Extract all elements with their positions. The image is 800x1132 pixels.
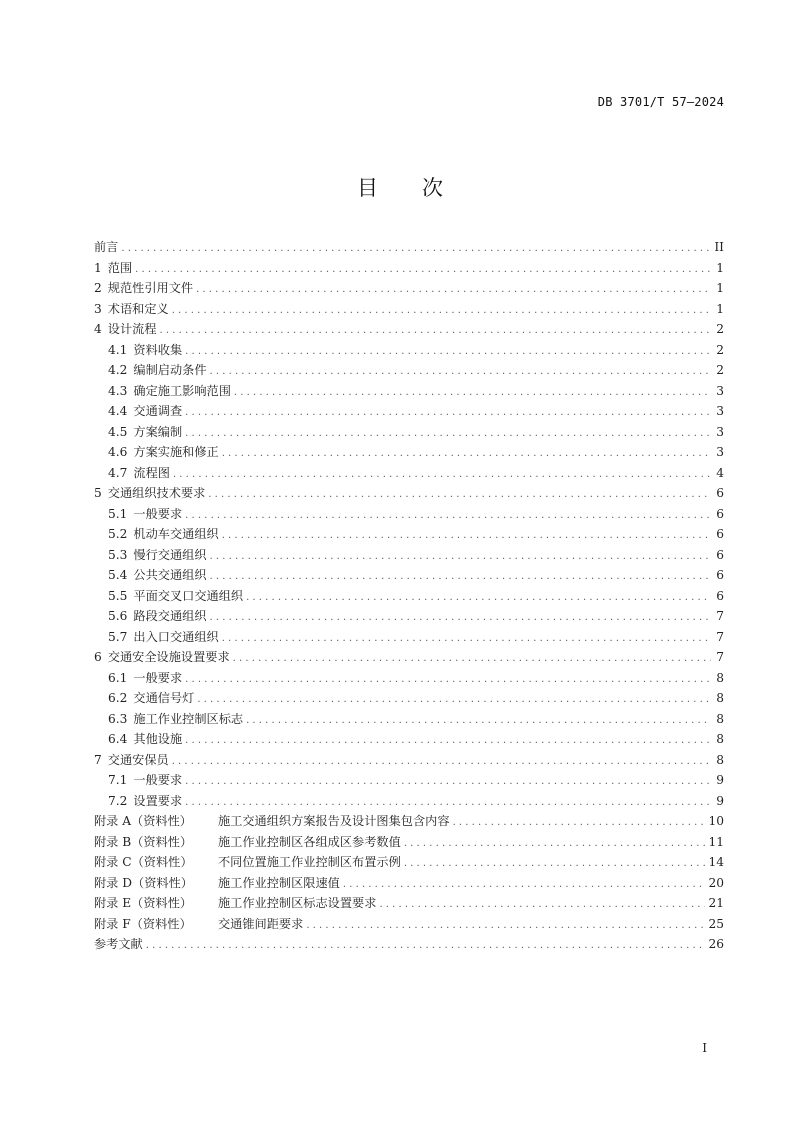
dot-leader bbox=[197, 690, 711, 709]
toc-subentry[interactable] bbox=[94, 442, 724, 463]
toc-page: 6 bbox=[716, 547, 724, 562]
toc-num: 4.2 bbox=[108, 363, 128, 377]
toc-num: 6.1 bbox=[108, 670, 128, 685]
dot-leader bbox=[246, 711, 711, 730]
toc-label: 确定施工影响范围 bbox=[133, 383, 231, 398]
toc-entry[interactable] bbox=[94, 647, 724, 668]
toc-label: 设计流程 bbox=[107, 322, 157, 336]
toc-page: 8 bbox=[716, 752, 724, 767]
dot-leader bbox=[185, 403, 711, 422]
appendix-prefix: 附录 E（资料性） bbox=[94, 896, 193, 910]
toc-page: 7 bbox=[716, 629, 724, 644]
toc-subentry[interactable] bbox=[94, 565, 724, 586]
toc-entry-foreword[interactable] bbox=[94, 237, 724, 258]
toc-page: 10 bbox=[708, 814, 724, 828]
toc-num: 2 bbox=[94, 281, 102, 295]
toc-label: 术语和定义 bbox=[107, 301, 169, 316]
toc-appendix-e[interactable] bbox=[94, 893, 724, 914]
toc-page: 14 bbox=[708, 855, 724, 869]
toc-page: 3 bbox=[716, 445, 724, 459]
toc-page: 2 bbox=[716, 342, 724, 357]
toc-label: 交通信号灯 bbox=[133, 691, 195, 705]
toc-page: 1 bbox=[716, 281, 724, 295]
toc-num: 4.4 bbox=[108, 404, 128, 418]
toc-label: 一般要求 bbox=[133, 670, 183, 685]
toc-num: 5.3 bbox=[108, 547, 128, 562]
toc-subentry[interactable] bbox=[94, 381, 724, 402]
appendix-prefix: 附录 C（资料性） bbox=[94, 855, 193, 869]
toc-label: 公共交通组织 bbox=[133, 568, 207, 582]
toc-subentry[interactable] bbox=[94, 524, 724, 545]
dot-leader bbox=[210, 608, 711, 627]
toc-label: 不同位置施工作业控制区布置示例 bbox=[218, 855, 401, 869]
dot-leader bbox=[185, 793, 711, 812]
toc-appendix-f[interactable] bbox=[94, 914, 724, 935]
toc-subentry[interactable] bbox=[94, 729, 724, 750]
dot-leader bbox=[222, 629, 711, 648]
toc-subentry[interactable] bbox=[94, 586, 724, 607]
appendix-prefix: 附录 F（资料性） bbox=[94, 916, 192, 931]
toc-label: 交通安全设施设置要求 bbox=[107, 650, 230, 664]
toc-num: 5.7 bbox=[108, 629, 128, 644]
toc-page: 6 bbox=[716, 527, 724, 541]
toc-num: 7 bbox=[94, 752, 102, 767]
document-code: DB 3701/T 57—2024 bbox=[597, 95, 724, 109]
toc-appendix-b[interactable] bbox=[94, 832, 724, 853]
appendix-prefix: 附录 B（资料性） bbox=[94, 834, 193, 849]
toc-appendix-d[interactable] bbox=[94, 873, 724, 894]
toc-num: 3 bbox=[94, 301, 102, 316]
dot-leader bbox=[404, 834, 706, 853]
toc-label: 规范性引用文件 bbox=[107, 281, 194, 295]
toc-subentry[interactable] bbox=[94, 709, 724, 730]
toc-page: 8 bbox=[716, 711, 724, 726]
dot-leader bbox=[196, 280, 711, 299]
toc-entry-references[interactable] bbox=[94, 934, 724, 955]
toc-subentry[interactable] bbox=[94, 360, 724, 381]
dot-leader bbox=[234, 383, 711, 402]
dot-leader bbox=[172, 752, 711, 771]
toc-label: 施工作业控制区各组成区参考数值 bbox=[218, 834, 401, 849]
toc-label: 编制启动条件 bbox=[133, 363, 207, 377]
toc-page: 6 bbox=[716, 486, 724, 500]
toc-page: 26 bbox=[708, 937, 724, 951]
toc-num: 6.3 bbox=[108, 711, 128, 726]
title-char-1: 目 bbox=[357, 176, 378, 200]
toc-num: 7.2 bbox=[108, 793, 128, 808]
toc-label: 交通安保员 bbox=[107, 752, 169, 767]
toc-page: 9 bbox=[716, 793, 724, 808]
toc-subentry[interactable] bbox=[94, 627, 724, 648]
dot-leader bbox=[173, 465, 711, 484]
toc-label: 其他设施 bbox=[133, 732, 183, 746]
toc-label: 设置要求 bbox=[133, 793, 183, 808]
toc-label: 交通调查 bbox=[133, 404, 183, 418]
dot-leader bbox=[379, 895, 705, 914]
toc-page: II bbox=[714, 240, 724, 254]
dot-leader bbox=[185, 772, 711, 791]
dot-leader bbox=[208, 485, 711, 504]
toc-page: 8 bbox=[716, 670, 724, 685]
toc-subentry[interactable] bbox=[94, 504, 724, 525]
dot-leader bbox=[246, 588, 711, 607]
toc-label: 平面交叉口交通组织 bbox=[133, 588, 244, 603]
toc-label: 交通组织技术要求 bbox=[107, 486, 206, 500]
dot-leader bbox=[233, 649, 711, 668]
toc-num: 5.5 bbox=[108, 588, 128, 603]
toc-subentry[interactable] bbox=[94, 688, 724, 709]
toc-num: 5.1 bbox=[108, 506, 128, 521]
appendix-prefix: 附录 A（资料性） bbox=[94, 814, 192, 828]
toc-subentry[interactable] bbox=[94, 668, 724, 689]
toc-label: 资料收集 bbox=[133, 342, 183, 357]
toc-page: 2 bbox=[716, 363, 724, 377]
toc-page: 25 bbox=[708, 916, 724, 931]
toc-num: 5.2 bbox=[108, 527, 128, 541]
toc-entry[interactable] bbox=[94, 319, 724, 340]
page-number: I bbox=[702, 1041, 707, 1055]
dot-leader bbox=[185, 342, 711, 361]
toc-entry[interactable] bbox=[94, 278, 724, 299]
toc-num: 5.4 bbox=[108, 568, 128, 582]
toc-num: 4.7 bbox=[108, 465, 128, 480]
dot-leader bbox=[343, 875, 706, 894]
toc-num: 4.3 bbox=[108, 383, 128, 398]
toc-subentry[interactable] bbox=[94, 791, 724, 812]
toc-entry[interactable] bbox=[94, 299, 724, 320]
title-char-2: 次 bbox=[422, 176, 443, 200]
toc-label: 参考文献 bbox=[94, 937, 143, 951]
toc-subentry[interactable] bbox=[94, 606, 724, 627]
toc-label: 一般要求 bbox=[133, 506, 183, 521]
toc-page: 6 bbox=[716, 588, 724, 603]
toc-subentry[interactable] bbox=[94, 422, 724, 443]
toc-page: 1 bbox=[716, 301, 724, 316]
dot-leader bbox=[453, 813, 706, 832]
dot-leader bbox=[172, 301, 711, 320]
toc-label: 施工作业控制区限速值 bbox=[218, 875, 340, 890]
toc-page: 20 bbox=[708, 875, 724, 890]
toc-num: 6.2 bbox=[108, 691, 128, 705]
toc-num: 4 bbox=[94, 322, 102, 336]
toc-subentry[interactable] bbox=[94, 545, 724, 566]
toc-entry[interactable] bbox=[94, 750, 724, 771]
dot-leader bbox=[222, 444, 711, 463]
appendix-prefix: 附录 D（资料性） bbox=[94, 875, 193, 890]
toc-page: 3 bbox=[716, 424, 724, 439]
toc-entry[interactable] bbox=[94, 483, 724, 504]
dot-leader bbox=[185, 506, 711, 525]
dot-leader bbox=[146, 936, 706, 955]
toc-label: 一般要求 bbox=[133, 773, 183, 787]
toc-page: 3 bbox=[716, 383, 724, 398]
dot-leader bbox=[210, 362, 711, 381]
toc-page: 2 bbox=[716, 322, 724, 336]
toc-num: 4.1 bbox=[108, 342, 128, 357]
toc-page: 3 bbox=[716, 404, 724, 418]
toc-subentry[interactable] bbox=[94, 770, 724, 791]
dot-leader bbox=[185, 731, 711, 750]
toc-label: 交通锥间距要求 bbox=[218, 916, 304, 931]
toc-page: 4 bbox=[716, 465, 724, 480]
toc-label: 方案编制 bbox=[133, 424, 183, 439]
toc-appendix-a[interactable] bbox=[94, 811, 724, 832]
toc-label: 流程图 bbox=[133, 465, 170, 480]
toc-label: 慢行交通组织 bbox=[133, 547, 207, 562]
toc-num: 7.1 bbox=[108, 773, 128, 787]
toc-subentry[interactable] bbox=[94, 463, 724, 484]
toc-num: 5 bbox=[94, 486, 102, 500]
toc-page: 8 bbox=[716, 691, 724, 705]
toc-num: 6.4 bbox=[108, 732, 128, 746]
dot-leader bbox=[185, 424, 711, 443]
toc-num: 5.6 bbox=[108, 609, 128, 623]
dot-leader bbox=[121, 239, 711, 258]
dot-leader bbox=[222, 526, 711, 545]
dot-leader bbox=[160, 321, 711, 340]
toc-num: 4.5 bbox=[108, 424, 128, 439]
page-title bbox=[0, 172, 800, 202]
toc-page: 7 bbox=[716, 609, 724, 623]
toc-label: 前言 bbox=[94, 240, 119, 254]
toc-page: 11 bbox=[708, 834, 724, 849]
toc-label: 范围 bbox=[107, 260, 133, 275]
toc-page: 6 bbox=[716, 506, 724, 521]
toc-label: 方案实施和修正 bbox=[133, 445, 219, 459]
toc-page: 21 bbox=[708, 896, 724, 910]
table-of-contents bbox=[94, 237, 724, 955]
toc-page: 6 bbox=[716, 568, 724, 582]
toc-page: 1 bbox=[716, 260, 724, 275]
toc-subentry[interactable] bbox=[94, 401, 724, 422]
dot-leader bbox=[306, 916, 705, 935]
toc-label: 出入口交通组织 bbox=[133, 629, 219, 644]
toc-label: 路段交通组织 bbox=[133, 609, 207, 623]
dot-leader bbox=[135, 260, 711, 279]
toc-page: 7 bbox=[716, 650, 724, 664]
toc-num: 4.6 bbox=[108, 445, 128, 459]
toc-num: 6 bbox=[94, 650, 102, 664]
toc-label: 施工作业控制区标志 bbox=[133, 711, 244, 726]
dot-leader bbox=[185, 670, 711, 689]
toc-label: 施工作业控制区标志设置要求 bbox=[218, 896, 377, 910]
toc-subentry[interactable] bbox=[94, 340, 724, 361]
toc-num: 1 bbox=[94, 260, 102, 275]
dot-leader bbox=[404, 854, 706, 873]
toc-entry[interactable] bbox=[94, 258, 724, 279]
toc-page: 8 bbox=[716, 732, 724, 746]
dot-leader bbox=[210, 547, 711, 566]
toc-label: 机动车交通组织 bbox=[133, 527, 219, 541]
toc-appendix-c[interactable] bbox=[94, 852, 724, 873]
toc-label: 施工交通组织方案报告及设计图集包含内容 bbox=[218, 814, 450, 828]
dot-leader bbox=[210, 567, 711, 586]
toc-page: 9 bbox=[716, 773, 724, 787]
